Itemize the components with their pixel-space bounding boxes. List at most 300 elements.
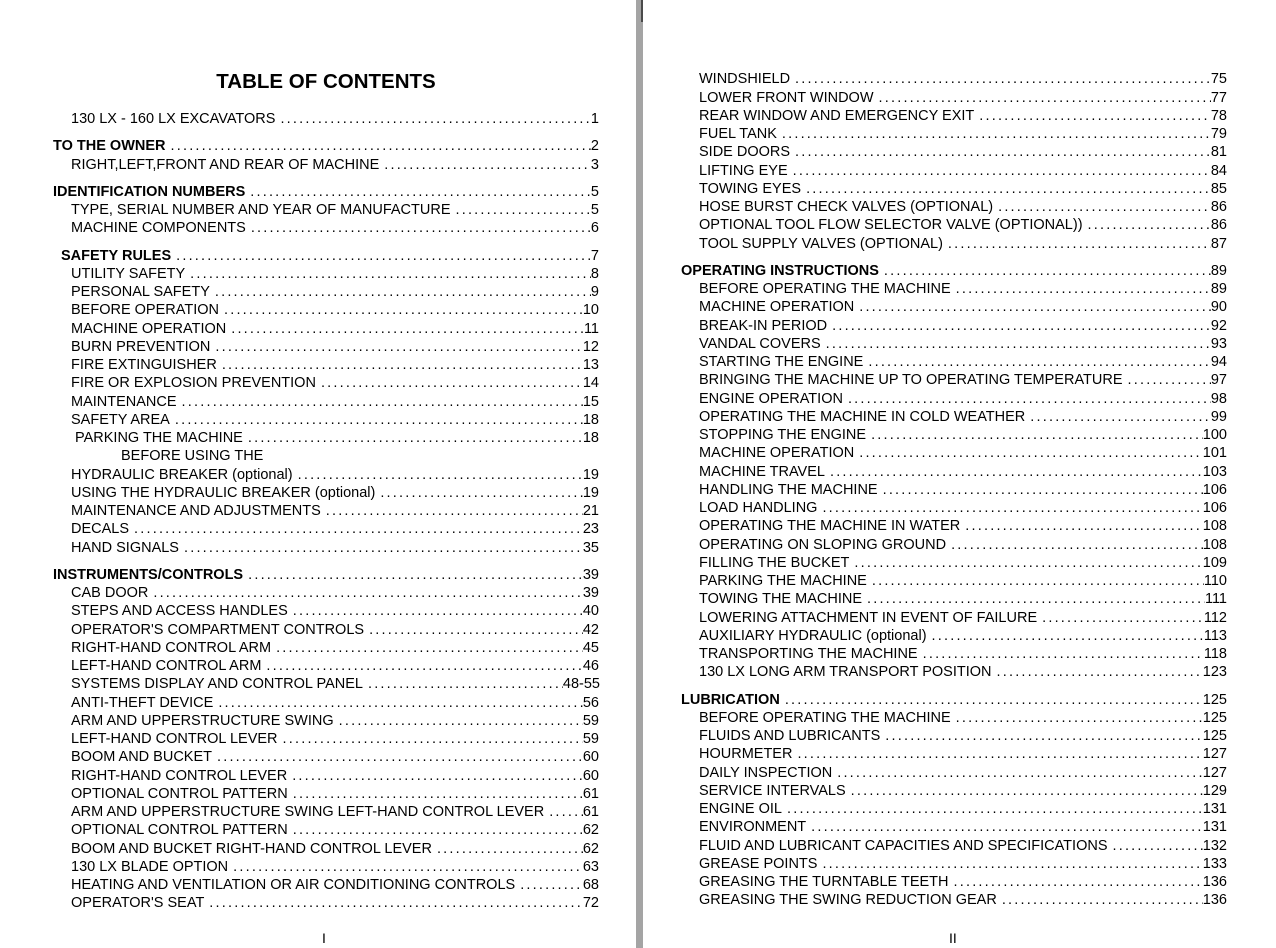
toc-entry-burn-prevention [71, 339, 599, 355]
toc-page-number: 127 [1202, 746, 1227, 762]
dot-leader [515, 877, 583, 893]
toc-page-number: 10 [582, 302, 599, 318]
toc-title: TABLE OF CONTENTS [216, 70, 436, 93]
dot-leader [288, 603, 583, 619]
toc-entry-text: SAFETY AREA [71, 412, 170, 428]
toc-entry-text: FLUID AND LUBRICANT CAPACITIES AND SPECIFICATIONS [699, 838, 1108, 854]
toc-entry-text: PARKING THE MACHINE [75, 430, 243, 446]
toc-entry-text: REAR WINDOW AND EMERGENCY EXIT [699, 108, 975, 124]
toc-page-number: 113 [1203, 628, 1227, 644]
toc-entry-text: OPERATING ON SLOPING GROUND [699, 537, 947, 553]
toc-entry-130-lx-long-arm-transport-position [699, 664, 1227, 680]
toc-entry-text: LOWERING ATTACHMENT IN EVENT OF FAILURE [699, 610, 1038, 626]
toc-entry-text: GREASING THE SWING REDUCTION GEAR [699, 892, 997, 908]
toc-entry-text: OPTIONAL CONTROL PATTERN [71, 786, 288, 802]
toc-page-number: 13 [582, 357, 599, 373]
dot-leader [213, 695, 583, 711]
toc-entry-text: BOOM AND BUCKET RIGHT-HAND CONTROL LEVER [71, 841, 432, 857]
dot-leader [185, 266, 591, 282]
toc-entry-text: TO THE OWNER [53, 138, 166, 154]
toc-entry-text: CAB DOOR [71, 585, 149, 601]
toc-page-number: 59 [582, 731, 599, 747]
toc-entry-operating-the-machine-in-water [699, 518, 1227, 534]
toc-page-number: 125 [1202, 692, 1227, 708]
toc-entry-text: LOAD HANDLING [699, 500, 818, 516]
toc-entry-filling-the-bucket [699, 555, 1227, 571]
toc-entry-hand-signals [71, 540, 599, 556]
dot-leader [790, 144, 1211, 160]
toc-page-number: 93 [1210, 336, 1227, 352]
toc-page-number: 81 [1210, 144, 1227, 160]
toc-entry-text: FUEL TANK [699, 126, 777, 142]
dot-leader [879, 263, 1211, 279]
dot-leader [817, 500, 1202, 516]
toc-entry-text: GREASE POINTS [699, 856, 818, 872]
dot-leader [874, 90, 1211, 106]
toc-entry-right-hand-control-lever [71, 768, 599, 784]
toc-page-number: 131 [1202, 801, 1227, 817]
dot-leader [960, 518, 1203, 534]
dot-leader [843, 391, 1211, 407]
toc-entry-heating-and-ventilation-or-air-conditioning-controls [71, 877, 599, 893]
toc-entry-text: MACHINE OPERATION [699, 445, 855, 461]
dot-leader [801, 181, 1211, 197]
toc-page-number: 18 [582, 412, 599, 428]
toc-page-number: 72 [582, 895, 599, 911]
toc-entry-text: MACHINE TRAVEL [699, 464, 825, 480]
toc-page-number: 61 [582, 804, 599, 820]
dot-leader [243, 567, 583, 583]
dot-leader [946, 537, 1203, 553]
toc-page-number: 86 [1210, 199, 1227, 215]
toc-entry-fire-or-explosion-prevention [71, 375, 599, 391]
toc-entry-machine-components [71, 220, 599, 236]
toc-entry-text: LIFTING EYE [699, 163, 788, 179]
toc-page-number: 125 [1202, 710, 1227, 726]
toc-entry-side-doors [699, 144, 1227, 160]
toc-entry-hydraulic-breaker-optional [71, 467, 599, 483]
toc-page-number: 5 [590, 202, 599, 218]
toc-entry-using-the-hydraulic-breaker-optional [71, 485, 599, 501]
toc-entry-fluid-and-lubricant-capacities-and-specifications [699, 838, 1227, 854]
dot-leader [821, 336, 1211, 352]
toc-entry-text: MAINTENANCE AND ADJUSTMENTS [71, 503, 321, 519]
dot-leader [949, 874, 1203, 890]
toc-page-number: 133 [1202, 856, 1227, 872]
toc-entry-text: BEFORE OPERATION [71, 302, 219, 318]
toc-entry-utility-safety [71, 266, 599, 282]
page-number: II [949, 930, 957, 946]
toc-entry-text: BREAK-IN PERIOD [699, 318, 828, 334]
toc-entry-fire-extinguisher [71, 357, 599, 373]
dot-leader [177, 394, 583, 410]
toc-entry-before-operation [71, 302, 599, 318]
toc-entry-text: TRANSPORTING THE MACHINE [699, 646, 918, 662]
toc-entry-fuel-tank [699, 126, 1227, 142]
toc-entry-load-handling [699, 500, 1227, 516]
toc-entry-text: BEFORE OPERATING THE MACHINE [699, 281, 951, 297]
toc-page-number: 79 [1210, 126, 1227, 142]
dot-leader [790, 71, 1211, 87]
toc-entry-text: HANDLING THE MACHINE [699, 482, 878, 498]
toc-page-number: 136 [1202, 892, 1227, 908]
toc-entry-text: FIRE EXTINGUISHER [71, 357, 217, 373]
toc-section-lubrication [681, 692, 1227, 708]
dot-leader [212, 749, 583, 765]
toc-entry-lowering-attachment-in-event-of-failure [699, 610, 1227, 626]
toc-section-identification-numbers [53, 184, 599, 200]
toc-page-number: 6 [590, 220, 599, 236]
toc-page-number: 40 [582, 603, 599, 619]
dot-leader [862, 591, 1205, 607]
toc-entry-text: GREASING THE TURNTABLE TEETH [699, 874, 949, 890]
toc-page-number: 59 [582, 713, 599, 729]
toc-entry-right-hand-control-arm [71, 640, 599, 656]
toc-page-number: 129 [1202, 783, 1227, 799]
dot-leader [974, 108, 1211, 124]
toc-page-number: 8 [590, 266, 599, 282]
toc-page-number: 46 [582, 658, 599, 674]
toc-page-number: 108 [1202, 537, 1227, 553]
dot-leader [777, 126, 1211, 142]
toc-entry-text: OPERATING THE MACHINE IN COLD WEATHER [699, 409, 1026, 425]
toc-page-number: 15 [582, 394, 599, 410]
dot-leader [846, 783, 1203, 799]
dot-leader [867, 573, 1204, 589]
toc-page-number: 77 [1210, 90, 1227, 106]
toc-entry-text: OPERATOR'S SEAT [71, 895, 205, 911]
dot-leader [451, 202, 591, 218]
toc-page-number: 131 [1202, 819, 1227, 835]
toc-page-number: 78 [1210, 108, 1227, 124]
toc-entry-text: FLUIDS AND LUBRICANTS [699, 728, 881, 744]
toc-entry-text: PARKING THE MACHINE [699, 573, 867, 589]
dot-leader [544, 804, 583, 820]
toc-entry-text: DECALS [71, 521, 130, 537]
toc-entry-text: OPERATOR'S COMPARTMENT CONTROLS [71, 622, 365, 638]
dot-leader [166, 138, 591, 154]
toc-entry-text: LUBRICATION [681, 692, 780, 708]
page-number: I [322, 930, 326, 946]
toc-page-number: 106 [1202, 500, 1227, 516]
dot-leader [316, 375, 583, 391]
dot-leader [849, 555, 1202, 571]
toc-page-number: 39 [582, 567, 599, 583]
toc-entry-text: MAINTENANCE [71, 394, 177, 410]
toc-entry-text: USING THE HYDRAULIC BREAKER (optional) [71, 485, 376, 501]
toc-entry-hourmeter [699, 746, 1227, 762]
toc-page-number: 35 [582, 540, 599, 556]
toc-page-number: 132 [1202, 838, 1227, 854]
dot-leader [363, 676, 563, 692]
dot-leader [832, 765, 1203, 781]
dot-leader [806, 819, 1203, 835]
toc-entry-lower-front-window [699, 90, 1227, 106]
toc-page-number: 3 [590, 157, 599, 173]
toc-entry-text: ARM AND UPPERSTRUCTURE SWING [71, 713, 334, 729]
toc-page-number: 90 [1210, 299, 1227, 315]
dot-leader [288, 822, 583, 838]
toc-page-number: 68 [582, 877, 599, 893]
dot-leader [951, 281, 1211, 297]
toc-entry-type-serial-number-and-year-of-manufacture [71, 202, 599, 218]
toc-entry-vandal-covers [699, 336, 1227, 352]
toc-entry-machine-operation [699, 445, 1227, 461]
toc-page-number: 75 [1210, 71, 1227, 87]
right-page [643, 0, 1276, 948]
toc-entry-parking-the-machine [75, 430, 599, 446]
toc-entry-left-hand-control-arm [71, 658, 599, 674]
toc-entry-right-left-front-and-rear-of-machine [71, 157, 599, 173]
toc-entry-text: 130 LX LONG ARM TRANSPORT POSITION [699, 664, 992, 680]
toc-entry-starting-the-engine [699, 354, 1227, 370]
dot-leader [927, 628, 1204, 644]
dot-leader [245, 184, 591, 200]
toc-entry-engine-oil [699, 801, 1227, 817]
toc-entry-service-intervals [699, 783, 1227, 799]
toc-page-number: 85 [1210, 181, 1227, 197]
dot-leader [293, 467, 583, 483]
toc-entry-text: FILLING THE BUCKET [699, 555, 850, 571]
toc-entry-text: OPTIONAL TOOL FLOW SELECTOR VALVE (OPTIONAL)) [699, 217, 1083, 233]
toc-page-number: 112 [1203, 610, 1227, 626]
dot-leader [217, 357, 583, 373]
toc-page-number: 19 [582, 467, 599, 483]
toc-page-number: 56 [582, 695, 599, 711]
toc-entry-text: AUXILIARY HYDRAULIC (optional) [699, 628, 927, 644]
toc-entry-text: OPTIONAL CONTROL PATTERN [71, 822, 288, 838]
dot-leader [261, 658, 582, 674]
toc-entry-break-in-period [699, 318, 1227, 334]
toc-entry-towing-eyes [699, 181, 1227, 197]
toc-page-number: 18 [582, 430, 599, 446]
toc-entry-fluids-and-lubricants [699, 728, 1227, 744]
toc-entry-systems-display-and-control-panel [71, 676, 600, 692]
toc-entry-text: BURN PREVENTION [71, 339, 211, 355]
dot-leader [228, 859, 583, 875]
dot-leader [226, 321, 584, 337]
toc-entry-text: SERVICE INTERVALS [699, 783, 846, 799]
toc-entry-text: ANTI-THEFT DEVICE [71, 695, 214, 711]
toc-entry-text: FIRE OR EXPLOSION PREVENTION [71, 375, 316, 391]
toc-page-number: 84 [1210, 163, 1227, 179]
toc-page-number: 109 [1202, 555, 1227, 571]
toc-entry-machine-operation [71, 321, 599, 337]
toc-page-number: 89 [1210, 263, 1227, 279]
toc-page-number: 60 [582, 768, 599, 784]
toc-entry-left-hand-control-lever [71, 731, 599, 747]
toc-page-number: 42 [582, 622, 599, 638]
dot-leader [878, 482, 1203, 498]
toc-entry-130-lx-blade-option [71, 859, 599, 875]
dot-leader [179, 540, 583, 556]
toc-entry-text: DAILY INSPECTION [699, 765, 833, 781]
dot-leader [866, 427, 1203, 443]
toc-entry-text: BEFORE OPERATING THE MACHINE [699, 710, 951, 726]
toc-page-number: 87 [1210, 236, 1227, 252]
dot-leader [204, 895, 583, 911]
toc-entry-boom-and-bucket-right-hand-control-lever [71, 841, 599, 857]
toc-entry-text: BOOM AND BUCKET [71, 749, 212, 765]
toc-page-number: 19 [582, 485, 599, 501]
dot-leader [854, 299, 1211, 315]
dot-leader [171, 248, 591, 264]
dot-leader [951, 710, 1203, 726]
dot-leader [275, 111, 590, 127]
toc-entry-text: HAND SIGNALS [71, 540, 179, 556]
toc-page-number: 89 [1210, 281, 1227, 297]
toc-entry-text: ENGINE OIL [699, 801, 782, 817]
dot-leader [364, 622, 583, 638]
toc-entry-towing-the-machine [699, 591, 1227, 607]
toc-page-number: 127 [1202, 765, 1227, 781]
toc-entry-decals [71, 521, 599, 537]
toc-entry-transporting-the-machine [699, 646, 1227, 662]
toc-entry-grease-points [699, 856, 1227, 872]
dot-leader [375, 485, 583, 501]
dot-leader [792, 746, 1202, 762]
dot-leader [880, 728, 1203, 744]
toc-page-number: 48-55 [562, 676, 600, 692]
toc-entry-greasing-the-swing-reduction-gear [699, 892, 1227, 908]
toc-entry-text: STEPS AND ACCESS HANDLES [71, 603, 288, 619]
dot-leader [918, 646, 1204, 662]
toc-entry-handling-the-machine [699, 482, 1227, 498]
toc-entry-rear-window-and-emergency-exit [699, 108, 1227, 124]
dot-leader [863, 354, 1211, 370]
toc-page-number: 62 [582, 822, 599, 838]
toc-page-number: 110 [1203, 573, 1227, 589]
toc-section-safety-rules [61, 248, 599, 264]
dot-leader [148, 585, 583, 601]
toc-page-number: 9 [590, 284, 599, 300]
toc-entry-stopping-the-engine [699, 427, 1227, 443]
dot-leader [210, 284, 591, 300]
dot-leader [825, 464, 1203, 480]
dot-leader [278, 731, 583, 747]
toc-entry-personal-safety [71, 284, 599, 300]
toc-page-number: 101 [1202, 445, 1227, 461]
dot-leader [817, 856, 1202, 872]
toc-entry-130-lx-160-lx-excavators [71, 111, 599, 127]
toc-entry-optional-control-pattern [71, 786, 599, 802]
toc-page-number: 14 [582, 375, 599, 391]
toc-entry-text: TOOL SUPPLY VALVES (OPTIONAL) [699, 236, 943, 252]
toc-page-number: 106 [1202, 482, 1227, 498]
toc-entry-text: UTILITY SAFETY [71, 266, 186, 282]
toc-entry-text: RIGHT,LEFT,FRONT AND REAR OF MACHINE [71, 157, 380, 173]
dot-leader [788, 163, 1211, 179]
toc-entry-operator-s-compartment-controls [71, 622, 599, 638]
toc-page-number: 86 [1210, 217, 1227, 233]
toc-entry-operating-the-machine-in-cold-weather [699, 409, 1227, 425]
toc-entry-text: IDENTIFICATION NUMBERS [53, 184, 246, 200]
toc-page-number: 123 [1202, 664, 1227, 680]
toc-entry-text: STOPPING THE ENGINE [699, 427, 867, 443]
toc-entry-text: TOWING EYES [699, 181, 802, 197]
page-gutter [636, 0, 643, 948]
toc-page-number: 61 [582, 786, 599, 802]
toc-section-to-the-owner [53, 138, 599, 154]
toc-entry-text: RIGHT-HAND CONTROL LEVER [71, 768, 288, 784]
toc-entry-text: LOWER FRONT WINDOW [699, 90, 874, 106]
dot-leader [993, 199, 1211, 215]
toc-entry-lifting-eye [699, 163, 1227, 179]
dot-leader [321, 503, 583, 519]
toc-entry-operating-on-sloping-ground [699, 537, 1227, 553]
dot-leader [288, 786, 583, 802]
toc-entry-continuation: BEFORE USING THE [121, 448, 264, 464]
toc-entry-text: LEFT-HAND CONTROL ARM [71, 658, 262, 674]
toc-entry-before-operating-the-machine [699, 281, 1227, 297]
toc-entry-windshield [699, 71, 1227, 87]
toc-entry-text: MACHINE OPERATION [71, 321, 227, 337]
toc-entry-hose-burst-check-valves-optional [699, 199, 1227, 215]
dot-leader [243, 430, 583, 446]
toc-entry-steps-and-access-handles [71, 603, 599, 619]
toc-page-number: 62 [582, 841, 599, 857]
dot-leader [246, 220, 591, 236]
dot-leader [827, 318, 1211, 334]
toc-entry-text: 130 LX - 160 LX EXCAVATORS [71, 111, 276, 127]
toc-entry-bringing-the-machine-up-to-operating-temperature [699, 372, 1227, 388]
toc-entry-text: OPERATING THE MACHINE IN WATER [699, 518, 961, 534]
toc-entry-text: 130 LX BLADE OPTION [71, 859, 229, 875]
dot-leader [129, 521, 583, 537]
toc-entry-boom-and-bucket [71, 749, 599, 765]
toc-page-number: 108 [1202, 518, 1227, 534]
toc-entry-text: HOSE BURST CHECK VALVES (OPTIONAL) [699, 199, 994, 215]
dot-leader [943, 236, 1211, 252]
toc-entry-text: ARM AND UPPERSTRUCTURE SWING LEFT-HAND CONTROL LEVER [71, 804, 545, 820]
dot-leader [379, 157, 591, 173]
toc-page-number: 39 [582, 585, 599, 601]
toc-page-number: 45 [582, 640, 599, 656]
toc-entry-parking-the-machine [699, 573, 1227, 589]
dot-leader [1123, 372, 1211, 388]
toc-entry-text: TOWING THE MACHINE [699, 591, 862, 607]
toc-page-number: 97 [1210, 372, 1227, 388]
toc-entry-text: LEFT-HAND CONTROL LEVER [71, 731, 278, 747]
toc-entry-text: STARTING THE ENGINE [699, 354, 864, 370]
toc-section-operating-instructions [681, 263, 1227, 279]
toc-page-number: 136 [1202, 874, 1227, 890]
toc-page-number: 21 [582, 503, 599, 519]
toc-entry-maintenance [71, 394, 599, 410]
toc-page-number: 94 [1210, 354, 1227, 370]
toc-entry-optional-tool-flow-selector-valve-optional [699, 217, 1227, 233]
toc-entry-text: SAFETY RULES [61, 248, 172, 264]
toc-entry-text: WINDSHIELD [699, 71, 791, 87]
toc-entry-engine-operation [699, 391, 1227, 407]
toc-page-number: 100 [1202, 427, 1227, 443]
dot-leader [780, 692, 1203, 708]
toc-section-instruments-controls [53, 567, 599, 583]
toc-entry-auxiliary-hydraulic-optional [699, 628, 1227, 644]
toc-entry-text: SYSTEMS DISPLAY AND CONTROL PANEL [71, 676, 363, 692]
toc-entry-text: VANDAL COVERS [699, 336, 821, 352]
toc-page-number: 5 [590, 184, 599, 200]
toc-page-number: 2 [590, 138, 599, 154]
dot-leader [854, 445, 1203, 461]
toc-page-number: 1 [590, 111, 599, 127]
toc-page-number: 12 [582, 339, 599, 355]
dot-leader [782, 801, 1203, 817]
dot-leader [992, 664, 1203, 680]
toc-entry-environment [699, 819, 1227, 835]
dot-leader [219, 302, 583, 318]
toc-entry-arm-and-upperstructure-swing [71, 713, 599, 729]
